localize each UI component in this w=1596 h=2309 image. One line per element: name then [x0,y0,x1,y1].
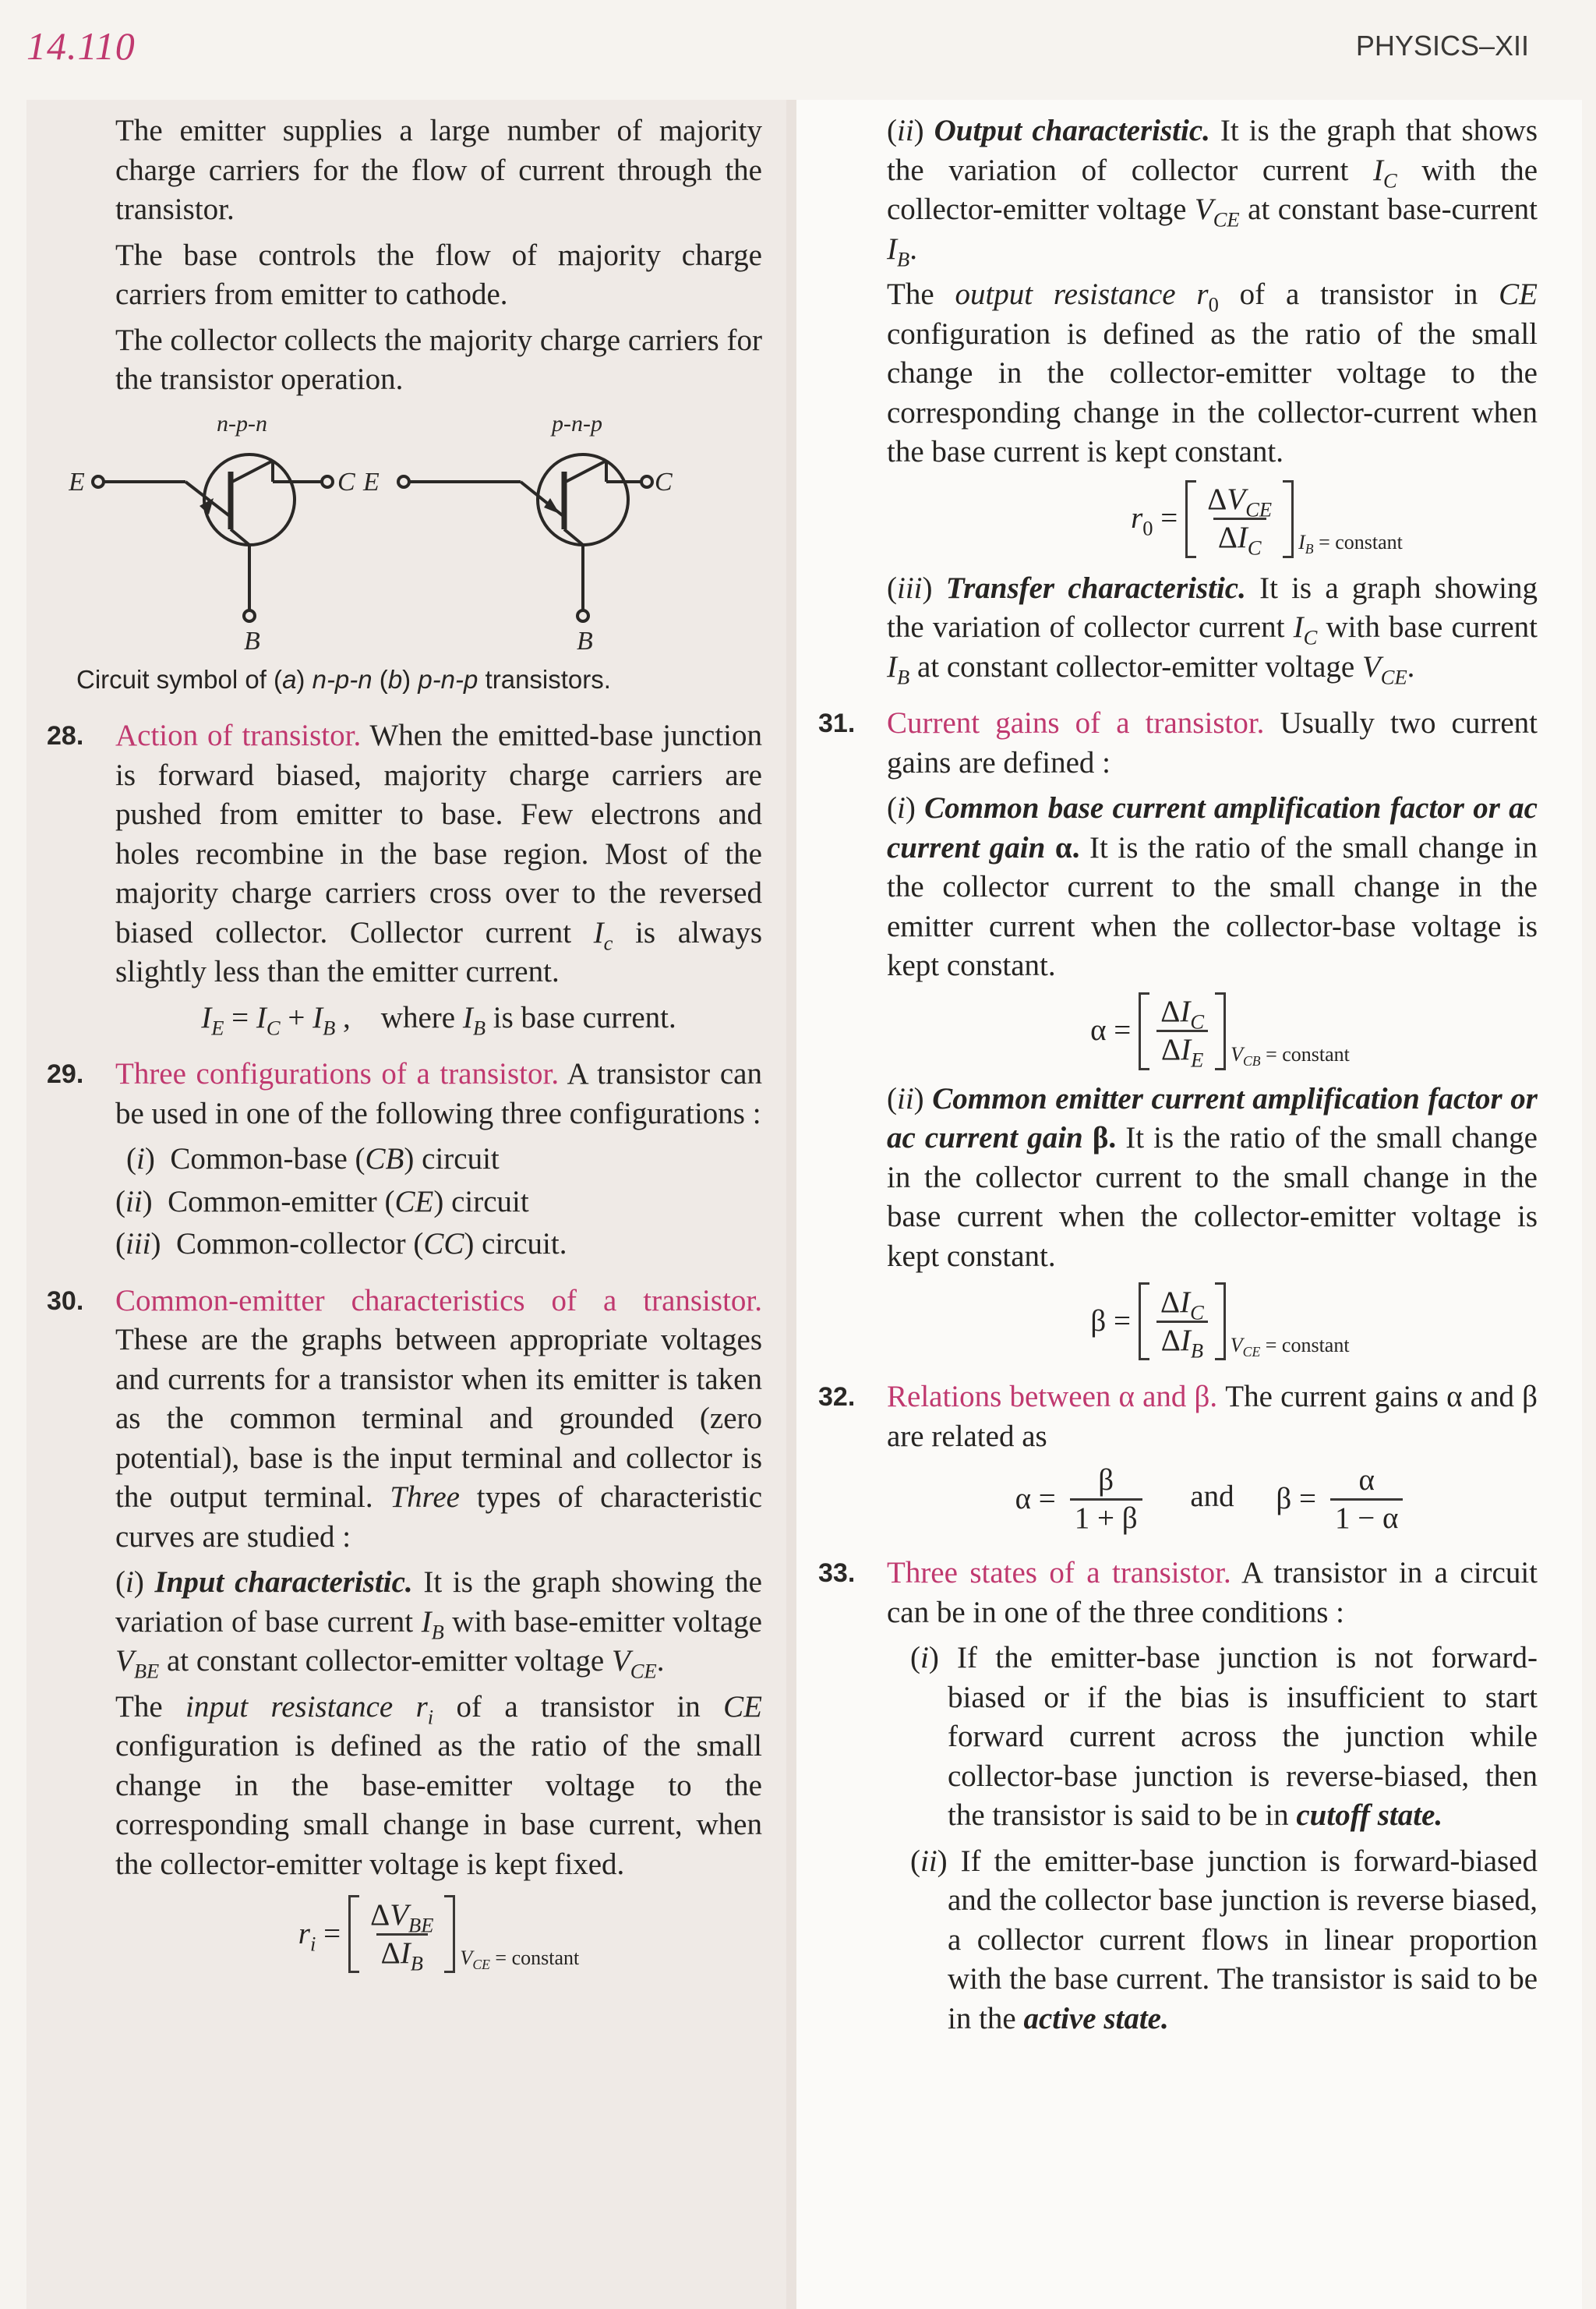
npn-symbol [93,454,333,621]
alpha-definition: (i) Common base current amplification factor or ac current gain α. It is the ratio of the small change in the collector current to the small change in the emitter current when the collector-base voltage is kept constant. [887,791,1538,982]
section-number: 31. [818,709,856,738]
section-title: Three configurations of a transistor. [115,1057,560,1091]
section-title: Common-emitter characteristics of a transistor. [115,1283,762,1317]
page-number: 14.110 [26,24,136,68]
section-31-text: Current gains of a transistor. Usually two current gains are defined : [887,706,1538,780]
section-title: Current gains of a transistor. [887,706,1265,740]
paragraph-base: The base controls the flow of majority charge carriers from emitter to cathode. [115,238,762,311]
output-characteristic: (ii) Output characteristic. It is the graph that shows the variation of collector current $I_C$ with the collector-emitter voltage $V_{CE}$ at constant base-current $I_B$. [887,114,1538,271]
alpha-beta-relations: α = $\frac{\beta}{1 + \beta}$ and β = $\frac{\alpha}{1 - \alpha}$ [887,1462,1538,1536]
input-characteristic: (i) Input characteristic. It is the graph showing the variation of base current $I_B$ with base-emitter voltage $V_{BE}$ at constant collector-emitter voltage $V_{CE}$. [115,1565,762,1683]
section-33 [818,1554,1538,2038]
label-npn: n-p-n [217,410,267,437]
transfer-characteristic: (iii) Transfer characteristic. It is a graph showing the variation of collector current $I_C$ with base current $I_B$ at constant collector-emitter voltage $V_{CE}$. [887,571,1538,688]
list-item: (iii) Common-collector (CC) circuit. [115,1227,567,1261]
section-32-text: Relations between α and β. The current gains α and β are related as [887,1380,1538,1453]
pnp-collector-label: C [655,467,673,497]
book-title: PHYSICS–XII [1355,30,1529,62]
figure-caption: Circuit symbol of (a) n-p-n (b) p-n-p transistors. [76,664,611,694]
right-column [818,111,1538,2045]
section-29 [47,1055,762,1264]
section-number: 32. [818,1382,856,1412]
output-resistance: The output resistance $r_0$ of a transistor in CE configuration is defined as the ratio of the small change in the collector-emitter voltage to the corresponding change in the collector-current when the base current is kept constant. [887,278,1538,469]
section-title: Action of transistor. [115,719,362,752]
section-28-text: Action of transistor. When the emitted-base junction is forward biased, majority charge carriers are pushed from emitter to base. Few electrons and holes recombine in the base region. Most of the majority charge carriers cross over to the reversed biased collector. Collector current $I_c$ is always slightly less than the emitter current. [115,719,762,988]
section-30-text: Common-emitter characteristics of a transistor. These are the graphs between appropriate voltages and currents for a transistor when its emitter is taken as the common terminal and grounded (zero potential), base is the input terminal and collector is the output terminal. Three types of characteristic curves are studied : [115,1283,762,1554]
output-resistance-equation: $r_0$ = $\frac{\Delta V_{CE}}{\Delta I_C}$ $I_B$ = constant [996,480,1538,558]
alpha-equation: α = $\frac{\Delta I_C}{\Delta I_E}$ $V_{CB}$ = constant [902,992,1538,1070]
section-number: 29. [47,1059,84,1089]
section-31 [818,704,1538,1362]
current-equation: $I_E = I_C + I_B$ , where $I_B$ is base current. [201,1000,676,1039]
cutoff-state-item: (i) If the emitter-base junction is not forward-biased or if the bias is insufficient to start forward current across the junction while collector-base junction is reverse-biased, then the transistor is said to be in cutoff state. [910,1641,1538,1832]
paragraph-collector: The collector collects the majority charge carriers for the transistor operation. [115,323,762,396]
section-29-text: Three configurations of a transistor. A transistor can be used in one of the following three configurations : [115,1057,762,1130]
section-33-text: Three states of a transistor. A transistor in a circuit can be in one of the three conditions : [887,1556,1538,1629]
left-column [47,111,763,1981]
list-item: (i) Common-base (CB) circuit [126,1142,500,1176]
npn-emitter-label: E [69,467,85,497]
beta-definition: (ii) Common emitter current amplification factor or ac current gain β. It is the ratio of the small change in the collector current to the small change in the base current when the collector-emitter voltage is kept constant. [887,1081,1538,1273]
section-30 [47,1282,763,1975]
active-state-item: (ii) If the emitter-base junction is forward-biased and the collector base junction is reverse biased, a collector current flows in linear proportion with the base current. The transistor is said to be in the active state. [910,1844,1538,2035]
beta-equation: β = $\frac{\Delta I_C}{\Delta I_B}$ $V_{CE}$ = constant [902,1282,1538,1360]
section-number: 28. [47,721,84,751]
column-gutter-shade [786,100,796,2309]
section-32 [818,1377,1538,1536]
npn-base-label: B [244,626,260,656]
section-number: 30. [47,1285,84,1316]
section-number: 33. [818,1558,856,1588]
pnp-emitter-label: E [363,467,380,497]
pnp-symbol [398,454,652,621]
label-pnp: p-n-p [552,410,602,437]
paragraph-emitter: The emitter supplies a large number of majority charge carriers for the flow of current through the transistor. [115,114,762,226]
transistor-circuit-symbols-figure [69,406,770,656]
input-resistance-equation: $r_i$ = $\frac{\Delta V_{BE}}{\Delta I_B}$ $V_{CE}$ = constant [115,1895,762,1973]
section-28 [47,716,762,1039]
section-title: Relations between α and β. [887,1380,1218,1413]
input-resistance: The input resistance $r_i$ of a transistor in CE configuration is defined as the ratio of the small change in the base-emitter voltage to the corresponding small change in base current, when the collector-emitter voltage is kept fixed. [115,1689,763,1881]
npn-collector-label: C [337,467,355,497]
section-title: Three states of a transistor. [887,1556,1231,1589]
list-item: (ii) Common-emitter (CE) circuit [115,1184,529,1218]
npn-arrow-icon [200,498,214,514]
pnp-base-label: B [577,626,593,656]
